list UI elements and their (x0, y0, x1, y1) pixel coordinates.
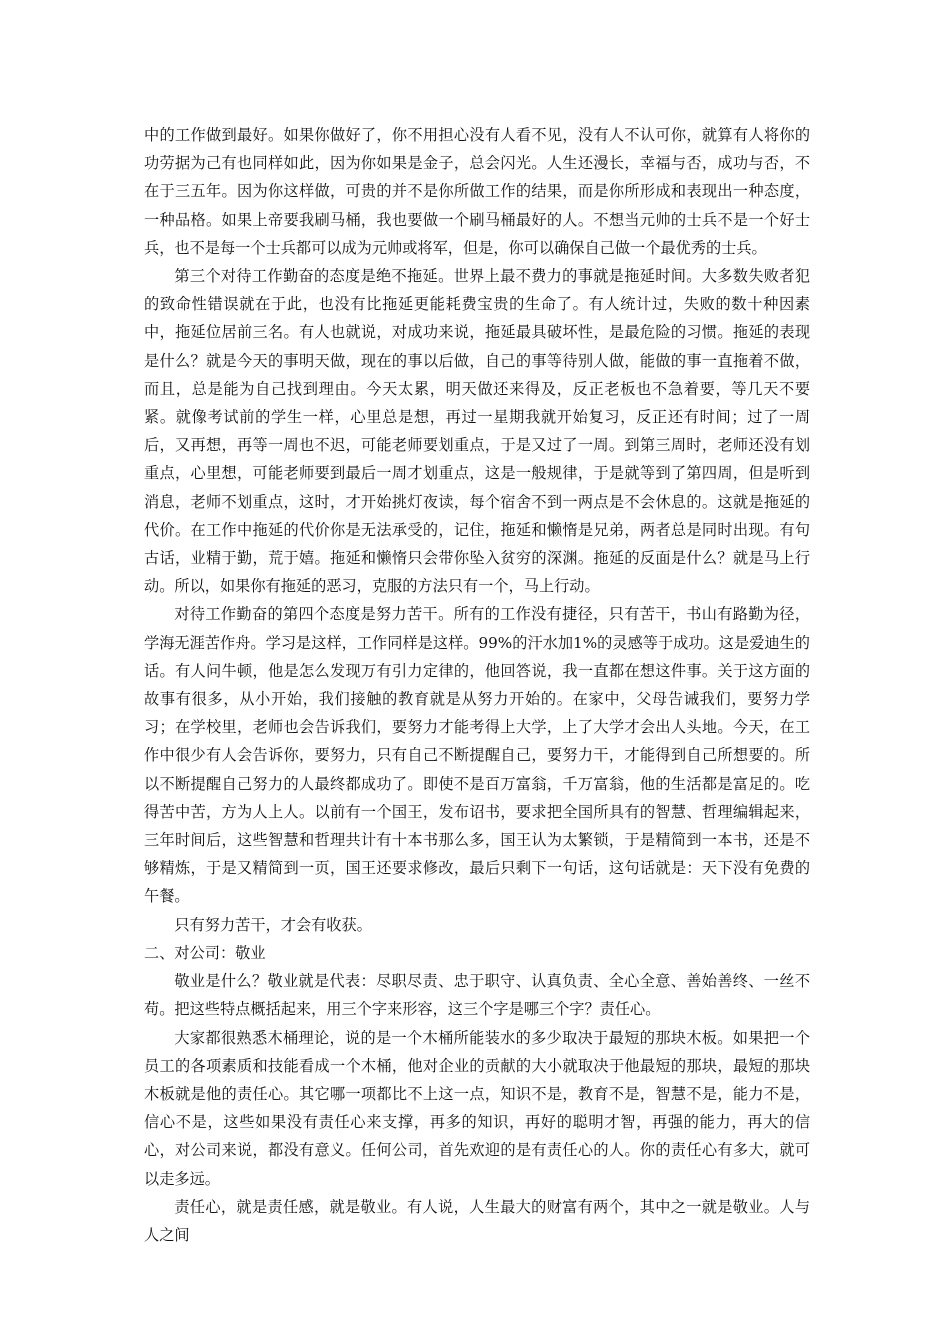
paragraph-responsibility: 责任心，就是责任感，就是敬业。有人说，人生最大的财富有两个，其中之一就是敬业。人与人之间 (144, 1197, 810, 1244)
section-heading-dedication: 二、对公司：敬业 (144, 943, 266, 962)
paragraph-hard-work-summary: 只有努力苦干，才会有收获。 (174, 915, 372, 934)
paragraph-continuation: 中的工作做到最好。如果你做好了，你不用担心没有人看不见，没有人不认可你，就算有人将你的功劳据为己有也同样如此，因为你如果是金子，总会闪光。人生还漫长，幸福与否，成功与否，不在于三五年。因为你这样做，可贵的并不是你所做工作的结果，而是你所形成和表现出一种态度，一种品格。如果上帝要我刷马桶，我也要做一个刷马桶最好的人。不想当元帅的士兵不是一个好士兵，也不是每一个士兵都可以成为元帅或将军，但是，你可以确保自己做一个最优秀的士兵。 (144, 126, 810, 257)
paragraph-barrel-theory: 大家都很熟悉木桶理论，说的是一个木桶所能装水的多少取决于最短的那块木板。如果把一个员工的各项素质和技能看成一个木桶，他对企业的贡献的大小就取决于他最短的那块，最短的那块木板就是他的责任心。其它哪一项都比不上这一点，知识不是，教育不是，智慧不是，能力不是，信心不是，这些如果没有责任心来支撑，再多的知识，再好的聪明才智，再强的能力，再大的信心，对公司来说，都没有意义。任何公司，首先欢迎的是有责任心的人。你的责任心有多大，就可以走多远。 (144, 1028, 810, 1188)
paragraph-dedication-definition: 敬业是什么？敬业就是代表：尽职尽责、忠于职守、认真负责、全心全意、善始善终、一丝不苟。把这些特点概括起来，用三个字来形容，这三个字是哪三个字？责任心。 (144, 972, 810, 1019)
document-body (144, 121, 810, 1249)
paragraph-no-procrastination: 第三个对待工作勤奋的态度是绝不拖延。世界上最不费力的事就是拖延时间。大多数失败者犯的致命性错误就在于此，也没有比拖延更能耗费宝贵的生命了。有人统计过，失败的数十种因素中，拖延位居前三名。有人也就说，对成功来说，拖延最具破坏性，是最危险的习惯。拖延的表现是什么？就是今天的事明天做，现在的事以后做，自己的事等待别人做，能做的事一直拖着不做，而且，总是能为自己找到理由。今天太累，明天做还来得及，反正老板也不急着要，等几天不要紧。就像考试前的学生一样，心里总是想，再过一星期我就开始复习，反正还有时间；过了一周后，又再想，再等一周也不迟，可能老师要划重点，于是又过了一周。到第三周时，老师还没有划重点，心里想，可能老师要到最后一周才划重点，这是一般规律，于是就等到了第四周，但是听到消息，老师不划重点，这时，才开始挑灯夜读，每个宿舍不到一两点是不会休息的。这就是拖延的代价。在工作中拖延的代价你是无法承受的，记住，拖延和懒惰是兄弟，两者总是同时出现。有句古话，业精于勤，荒于嬉。拖延和懒惰只会带你坠入贫穷的深渊。拖延的反面是什么？就是马上行动。所以，如果你有拖延的恶习，克服的方法只有一个，马上行动。 (144, 267, 810, 596)
paragraph-hard-work: 对待工作勤奋的第四个态度是努力苦干。所有的工作没有捷径，只有苦干，书山有路勤为径，学海无涯苦作舟。学习是这样，工作同样是这样。99%的汗水加1%的灵感等于成功。这是爱迪生的话。有人问牛顿，他是怎么发现万有引力定律的，他回答说，我一直都在想这件事。关于这方面的故事有很多，从小开始，我们接触的教育就是从努力开始的。在家中，父母告诫我们，要努力学习；在学校里，老师也会告诉我们，要努力才能考得上大学，上了大学才会出人头地。今天，在工作中很少有人会告诉你，要努力，只有自己不断提醒自己，要努力干，才能得到自己所想要的。所以不断提醒自己努力的人最终都成功了。即使不是百万富翁，千万富翁，他的生活都是富足的。吃得苦中苦，方为人上人。以前有一个国王，发布诏书，要求把全国所具有的智慧、哲理编辑起来，三年时间后，这些智慧和哲理共计有十本书那么多，国王认为太繁锁，于是精简到一本书，还是不够精炼，于是又精简到一页，国王还要求修改，最后只剩下一句话，这句话就是：天下没有免费的午餐。 (144, 605, 810, 906)
